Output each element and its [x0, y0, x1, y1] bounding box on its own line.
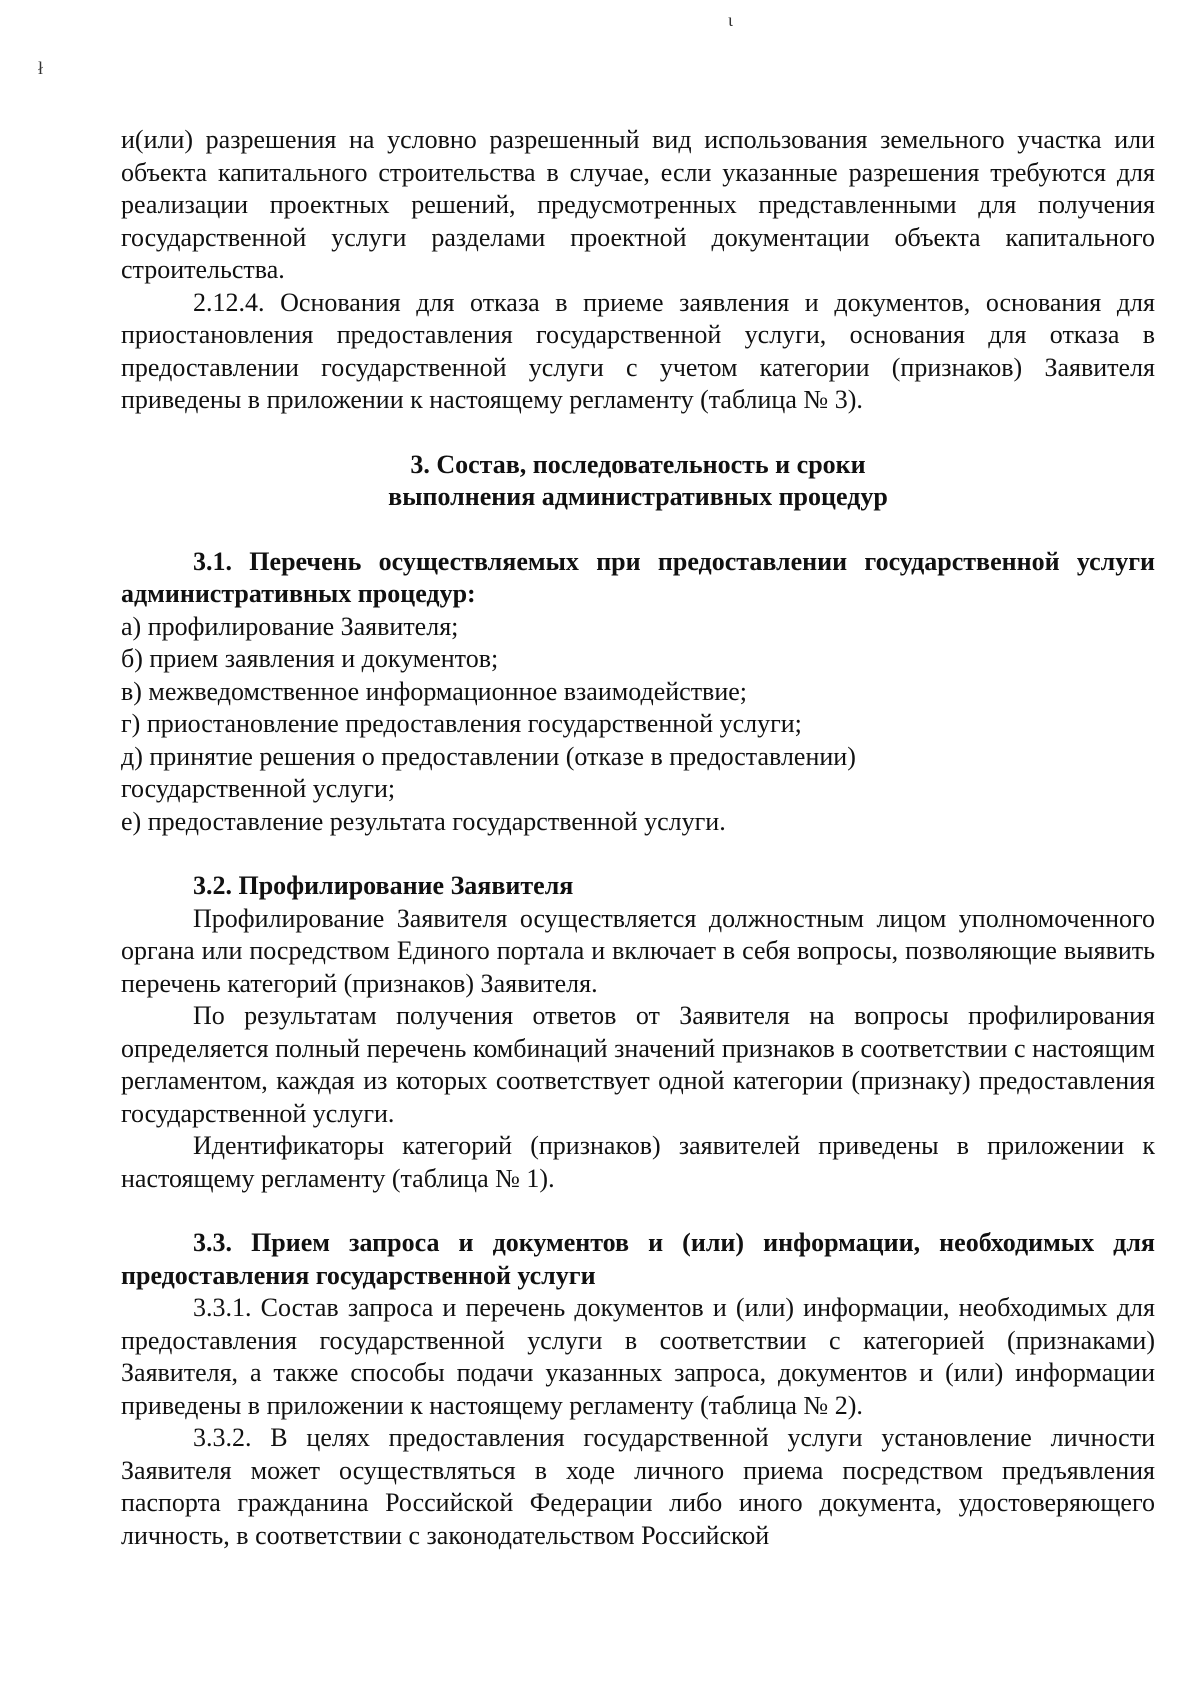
list-item-d-cont: государственной услуги; [121, 774, 396, 803]
section-3-title-line1: 3. Состав, последовательность и сроки [410, 449, 866, 479]
list-item-g: г) приостановление предоставления государственной услуги; [121, 709, 802, 738]
paragraph-3-2-3: Идентификаторы категорий (признаков) заявителей приведены в приложении к настоящему регламенту (таблица № 1). [121, 1131, 1155, 1193]
paragraph-2-12-4: 2.12.4. Основания для отказа в приеме заявления и документов, основания для приостановления предоставления государственной услуги, основания для отказа в предоставлении государственной услуги с учетом категории (признаков) Заявителя приведены в приложении к настоящему регламенту (таблица № 3). [121, 287, 1155, 414]
list-item-d: д) принятие решения о предоставлении (отказе в предоставлении) [121, 741, 856, 771]
scan-mark-left: ł [38, 58, 44, 78]
paragraph-3-2-2: По результатам получения ответов от Заявителя на вопросы профилирования определяется полный перечень комбинаций значений признаков в соответствии с настоящим регламентом, каждая из которых соответствует одной категории (признаку) предоставления государственной услуги. [121, 1001, 1155, 1128]
section-3-title-line2: выполнения административных процедур [388, 482, 888, 511]
list-item-b: б) прием заявления и документов; [121, 644, 499, 673]
section-3-title [121, 449, 1155, 514]
scan-mark-top: ι [728, 10, 733, 30]
paragraph-continuation: и(или) разрешения на условно разрешенный вид использования земельного участка или объекта капитального строительства в случае, если указанные разрешения требуются для реализации проектных решений, предусмотренных представленными для получения государственной услуги разделами проектной документации объекта капитального строительства. [121, 125, 1155, 284]
list-item-e: е) предоставление результата государственной услуги. [121, 806, 726, 836]
paragraph-3-3-2: 3.3.2. В целях предоставления государственной услуги установление личности Заявителя может осуществляться в ходе личного приема посредством предъявления паспорта гражданина Российской Федерации либо иного документа, удостоверяющего личность, в соответствии с законодательством Российской [121, 1423, 1155, 1550]
document-body [121, 124, 1155, 1552]
list-item-v: в) межведомственное информационное взаимодействие; [121, 676, 748, 706]
section-3-2-heading: 3.2. Профилирование Заявителя [193, 871, 574, 900]
section-3-1-heading: 3.1. Перечень осуществляемых при предоставлении государственной услуги административных процедур: [121, 546, 1155, 608]
paragraph-3-2-1: Профилирование Заявителя осуществляется должностным лицом уполномоченного органа или посредством Единого портала и включает в себя вопросы, позволяющие выявить перечень категорий (признаков) Заявителя. [121, 903, 1155, 998]
paragraph-3-3-1: 3.3.1. Состав запроса и перечень документов и (или) информации, необходимых для предоставления государственной услуги в соответствии с категорией (признаками) Заявителя, а также способы подачи указанных запроса, документов и (или) информации приведены в приложении к настоящему регламенту (таблица № 2). [121, 1293, 1155, 1420]
list-item-a: а) профилирование Заявителя; [121, 611, 459, 641]
section-3-3-heading: 3.3. Прием запроса и документов и (или) информации, необходимых для предоставления государственной услуги [121, 1228, 1155, 1290]
